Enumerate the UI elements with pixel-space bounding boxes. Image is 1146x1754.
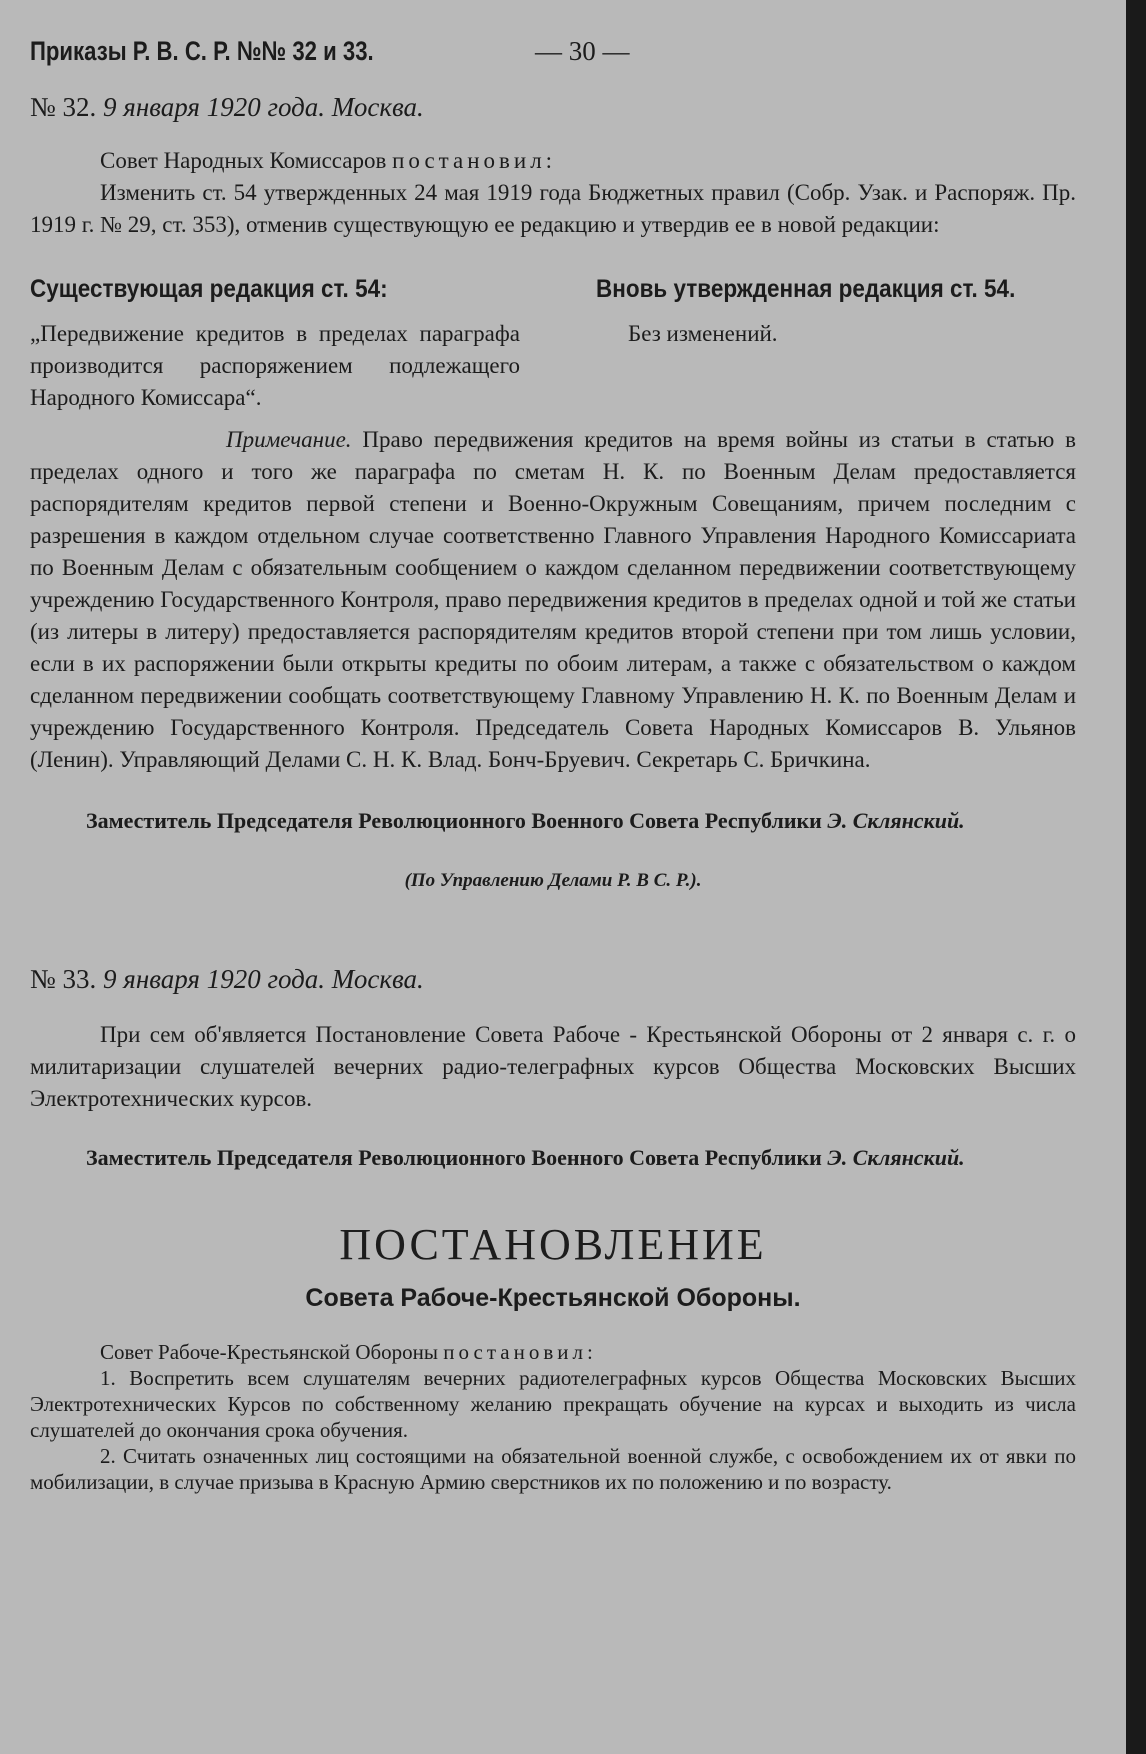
order-32-heading xyxy=(30,92,1076,123)
order-33-signature xyxy=(30,1145,1076,1171)
order-32-note xyxy=(30,424,1076,776)
order-32-signature-role: Заместитель Председателя Революционного Военного Совета Республики xyxy=(86,808,822,833)
resolution-intro-subject: Совет Рабоче-Крестьянской Обороны xyxy=(100,1340,439,1364)
page-number: — 30 — xyxy=(535,36,630,66)
order-33-number: № 33. xyxy=(30,964,97,994)
order-32-intro-verb: постановил: xyxy=(392,148,557,173)
order-33-date: 9 января 1920 года. Москва. xyxy=(103,964,424,994)
resolution-intro xyxy=(30,1339,1076,1365)
new-redaction-text: Без изменений. xyxy=(628,321,778,346)
page-header xyxy=(30,36,1076,76)
resolution-intro-verb: постановил: xyxy=(443,1340,597,1364)
order-32-intro-subject: Совет Народных Комиссаров xyxy=(100,148,387,173)
order-32-body: Изменить ст. 54 утвержденных 24 мая 1919 года Бюджетных правил (Собр. Узак. и Распоряж. Пр. 1919 г. № 29, ст. 353), отменив существующую ее редакцию и утвердив ее в новой редакции: xyxy=(30,180,1076,237)
order-33-body: При сем об'является Постановление Совета Рабоче - Крестьянской Обороны от 2 января с. г. о милитаризации слушателей вечерних радио-телеграфных курсов Общества Московских Высших Электротехнических курсов. xyxy=(30,1022,1076,1111)
resolution-item-2: 2. Считать означенных лиц состоящими на обязательной военной службе, с освобождением их от явки по мобилизации, в случае призыва в Красную Армию сверстников их по положению и по возрасту. xyxy=(30,1444,1076,1494)
resolution-subtitle: Совета Рабоче-Крестьянской Обороны. xyxy=(305,1284,801,1312)
order-32-date: 9 января 1920 года. Москва. xyxy=(103,92,424,122)
order-32-intro xyxy=(30,145,1076,177)
new-redaction xyxy=(596,275,1076,414)
note-text: Право передвижения кредитов на время войны из статьи в статью в пределах одного и того же параграфа по сметам Н. К. по Военным Делам предоставляется распорядителям кредитов первой степени и Военно-Окружным Совещаниям, причем последним с разрешения в каждом отдельном случае соответственно Главного Управления Народного Комиссариата по Военным Делам с обязательным сообщением о каждом сделанном передвижении соответствующему учреждению Государственного Контроля, право передвижения кредитов в пределах одной и той же статьи (из литеры в литеру) предоставляется распорядителям кредитов второй степени при том лишь условии, если в их распоряжении были открыты кредиты по обоим литерам, а также с обязательством о каждом сделанном передвижении сообщать соответствующему Главному Управлению Н. К. по Военным Делам и учреждению Государственного Контроля. Председатель Совета Народных Комиссаров В. Ульянов (Ленин). Управляющий Делами С. Н. К. Влад. Бонч-Бруевич. Секретарь С. Бричкина. xyxy=(30,427,1077,772)
redaction-columns xyxy=(30,275,1076,414)
resolution-title: ПОСТАНОВЛЕНИЕ xyxy=(339,1220,767,1269)
order-32-via: (По Управлению Делами Р. В С. Р.). xyxy=(404,870,702,891)
order-32-signature-name: Э. Склянский. xyxy=(827,808,965,833)
existing-redaction xyxy=(30,275,520,414)
order-32-number: № 32. xyxy=(30,92,97,122)
order-33-signature-name: Э. Склянский. xyxy=(827,1145,965,1170)
existing-redaction-heading: Существующая редакция ст. 54: xyxy=(30,275,388,303)
resolution-item-1: 1. Воспретить всем слушателям вечерних радиотелеграфных курсов Общества Московских Высших Электротехнических Курсов по собственному желанию прекращать обучение на курсах и выходить из числа слушателей до окончания срока обучения. xyxy=(30,1366,1076,1442)
note-label: Примечание. xyxy=(226,427,352,452)
scan-edge xyxy=(1126,0,1146,1754)
new-redaction-heading: Вновь утвержденная редакция ст. 54. xyxy=(596,275,1016,303)
order-33-signature-role: Заместитель Председателя Революционного Военного Совета Республики xyxy=(86,1145,822,1170)
order-33-heading xyxy=(30,964,1076,995)
order-32-signature xyxy=(30,808,1076,834)
running-title: Приказы Р. В. С. Р. №№ 32 и 33. xyxy=(30,36,374,66)
existing-redaction-text: „Передвижение кредитов в пределах параграфа производится распоряжением подлежащего Народного Комиссара“. xyxy=(30,321,520,410)
